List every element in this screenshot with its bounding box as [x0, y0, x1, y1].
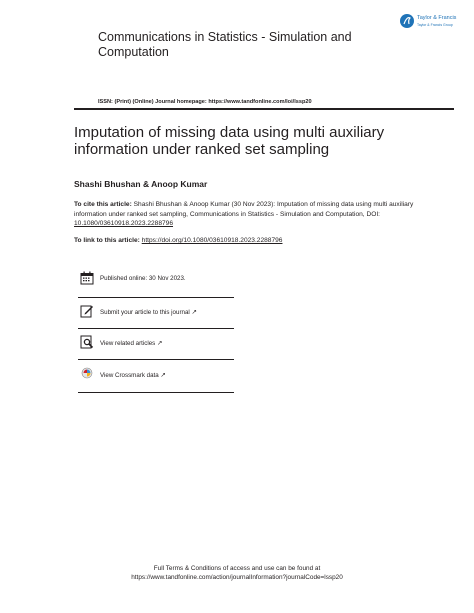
crossmark-row[interactable] [78, 367, 234, 389]
publisher-logo-icon [400, 14, 414, 28]
submit-article-link[interactable] [100, 308, 197, 316]
citation-block [74, 200, 419, 229]
info-divider [78, 392, 234, 393]
published-online-row [78, 271, 234, 293]
info-divider [78, 297, 234, 298]
header-rule [74, 108, 454, 110]
link-block [74, 236, 419, 245]
published-online-text: Published online: 30 Nov 2023. [100, 275, 186, 282]
info-divider [78, 359, 234, 360]
external-link-icon: ↗ [160, 372, 166, 379]
related-articles-link[interactable] [100, 339, 162, 347]
crossmark-icon [80, 367, 94, 381]
publisher-logo[interactable] [400, 12, 462, 34]
crossmark-label: View Crossmark data [100, 372, 159, 379]
publisher-name: Taylor & Francis [417, 15, 457, 21]
article-title: Imputation of missing data using multi auxiliary information under ranked set sampling [74, 124, 385, 158]
footer-terms-text: Full Terms & Conditions of access and use can be found at [153, 565, 321, 572]
citation-label: To cite this article: [74, 201, 132, 208]
related-articles-label: View related articles [100, 340, 156, 347]
related-articles-row[interactable] [78, 335, 234, 357]
external-link-icon: ↗ [157, 340, 163, 347]
calendar-icon [80, 271, 94, 285]
article-authors: Shashi Bhushan & Anoop Kumar [74, 179, 208, 189]
info-divider [78, 328, 234, 329]
footer [80, 565, 394, 582]
footer-terms-link[interactable]: https://www.tandfonline.com/action/journalInformation?journalCode=lssp20 [131, 573, 343, 581]
link-label: To link to this article: [74, 237, 140, 244]
crossmark-link[interactable] [100, 371, 166, 379]
issn-homepage-line[interactable]: ISSN: (Print) (Online) Journal homepage: https://www.tandfonline.com/loi/lssp20 [98, 99, 312, 105]
citation-doi-link[interactable]: 10.1080/03610918.2023.2288796 [74, 220, 174, 228]
submit-article-row[interactable] [78, 304, 234, 326]
article-doi-link[interactable]: https://doi.org/10.1080/03610918.2023.2288796 [141, 237, 283, 244]
submit-article-label: Submit your article to this journal [100, 309, 190, 316]
journal-title: Communications in Statistics - Simulation and Computation [98, 30, 352, 59]
publisher-tagline: Taylor & Francis Group [417, 23, 453, 27]
search-document-icon [80, 335, 94, 349]
edit-icon [80, 304, 94, 318]
citation-text: Shashi Bhushan & Anoop Kumar (30 Nov 2023): Imputation of missing data using multi auxiliary information under ranked set sampling, Communications in Statistics - Simulation and Computation, DOI: [74, 201, 414, 218]
external-link-icon: ↗ [191, 309, 197, 316]
